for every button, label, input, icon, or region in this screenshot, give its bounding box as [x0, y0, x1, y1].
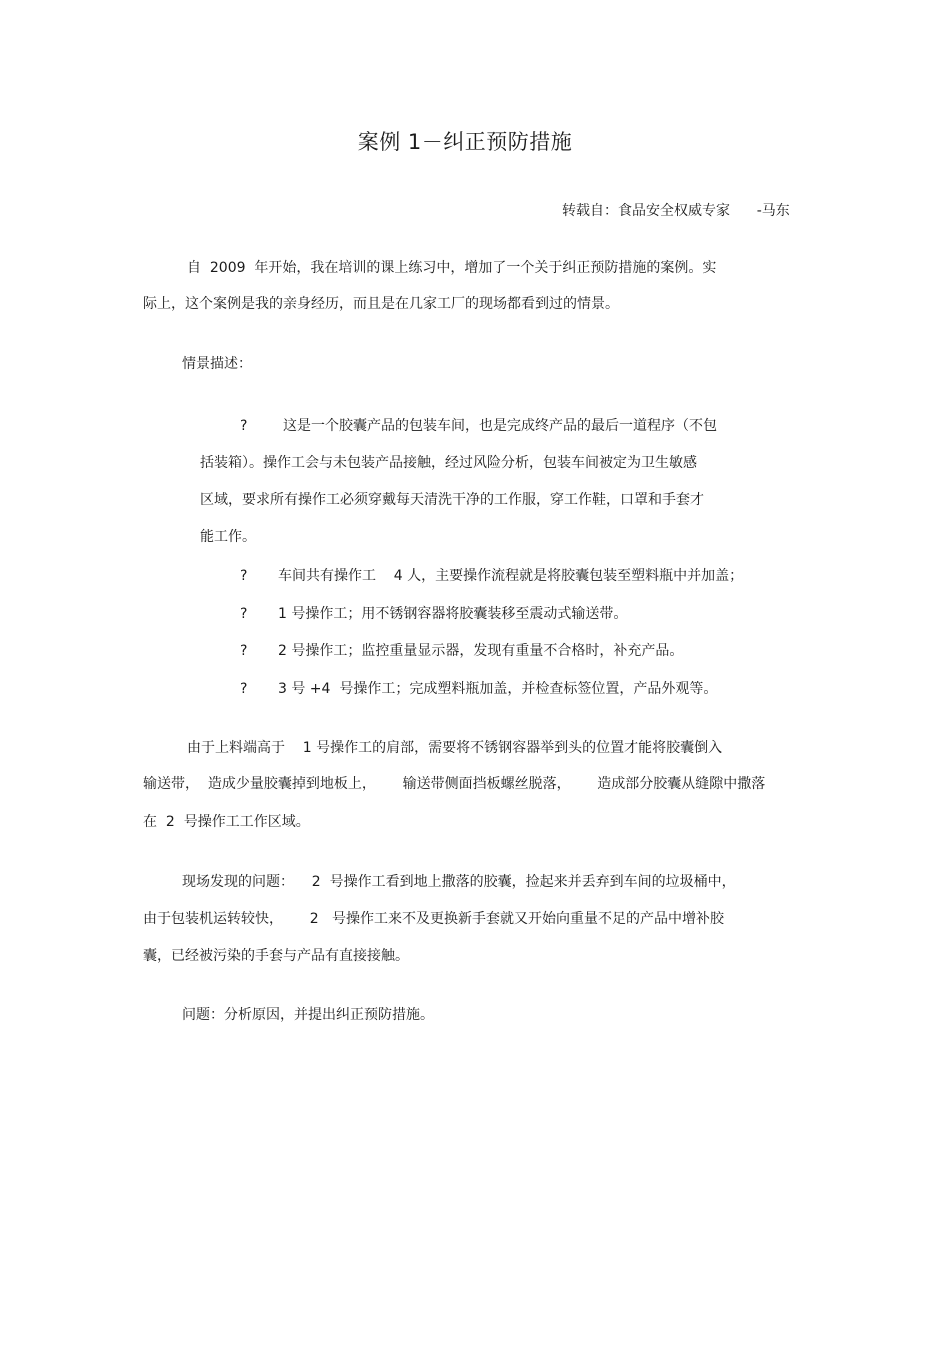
bullet-2-line-1: 车间共有操作工 4 人，主要操作流程就是将胶囊包装至塑料瓶中并加盖； [278, 568, 744, 584]
question-text: 问题：分析原因，并提出纠正预防措施。 [182, 1007, 434, 1023]
document-title: 案例 1－纠正预防措施 [357, 130, 573, 154]
source-attribution: 转载自：食品安全权威专家 -马东 [562, 203, 790, 219]
bullet-3-line-1: 1 号操作工；用不锈钢容器将胶囊装移至震动式输送带。 [278, 606, 628, 622]
bullet-mark-1: ? [240, 418, 248, 434]
bullet-mark-3: ? [240, 606, 248, 622]
paragraph-2-line-3: 在 2 号操作工工作区域。 [143, 814, 310, 830]
paragraph-3-line-3: 囊，已经被污染的手套与产品有直接接触。 [143, 948, 409, 964]
bullet-mark-4: ? [240, 643, 248, 659]
paragraph-2-line-2: 输送带， 造成少量胶囊掉到地板上， 输送带侧面挡板螺丝脱落， 造成部分胶囊从缝隙中撒落 [143, 776, 766, 792]
intro-line-2: 际上，这个案例是我的亲身经历，而且是在几家工厂的现场都看到过的情景。 [143, 296, 619, 312]
paragraph-3-line-1: 现场发现的问题： 2 号操作工看到地上撒落的胶囊，捡起来并丢弃到车间的垃圾桶中， [182, 874, 736, 890]
bullet-4-line-1: 2 号操作工；监控重量显示器，发现有重量不合格时，补充产品。 [278, 643, 684, 659]
bullet-mark-2: ? [240, 568, 248, 584]
bullet-1-line-4: 能工作。 [200, 529, 256, 545]
paragraph-3-line-2: 由于包装机运转较快， 2 号操作工来不及更换新手套就又开始向重量不足的产品中增补胶 [143, 911, 724, 927]
bullet-1-line-2: 括装箱）。操作工会与未包装产品接触，经过风险分析，包装车间被定为卫生敏感 [200, 455, 697, 471]
bullet-1-line-1: 这是一个胶囊产品的包装车间，也是完成终产品的最后一道程序（不包 [283, 418, 717, 434]
intro-line-1: 自 2009 年开始，我在培训的课上练习中，增加了一个关于纠正预防措施的案例。实 [187, 260, 717, 276]
scene-heading: 情景描述： [182, 356, 252, 372]
paragraph-2-line-1: 由于上料端高于 1 号操作工的肩部，需要将不锈钢容器举到头的位置才能将胶囊倒入 [187, 740, 723, 756]
bullet-1-line-3: 区域，要求所有操作工必须穿戴每天清洗干净的工作服，穿工作鞋，口罩和手套才 [200, 492, 704, 508]
bullet-5-line-1: 3 号 +4 号操作工；完成塑料瓶加盖，并检查标签位置，产品外观等。 [278, 681, 718, 697]
bullet-mark-5: ? [240, 681, 248, 697]
